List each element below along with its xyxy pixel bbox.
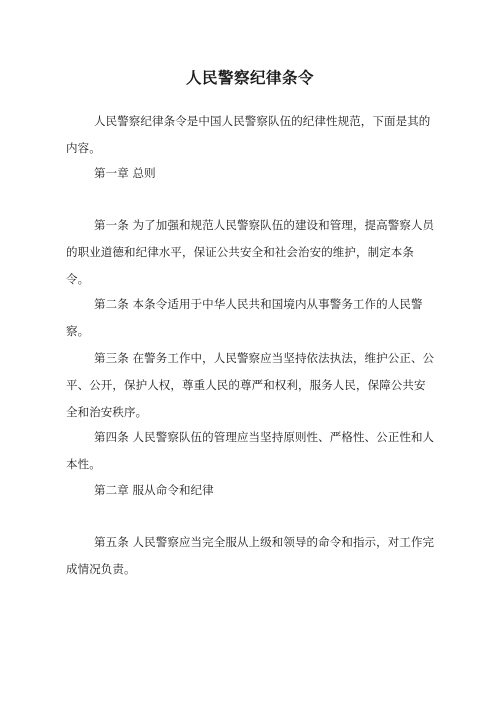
- chapter-heading: 第一章 总则: [94, 166, 156, 180]
- article-paragraph: 第一条 为了加强和规范人民警察队伍的建设和管理，提高警察人员的职业道德和纪律水平，保证公共安全和社会治安的维护，制定本条令。: [66, 218, 435, 286]
- article-paragraph: 第四条 人民警察队伍的管理应当坚持原则性、严格性、公正性和人本性。: [66, 430, 435, 471]
- document-title: 人民警察纪律条令: [185, 69, 314, 87]
- chapter-heading: 第二章 服从命令和纪律: [94, 483, 214, 497]
- article-paragraph: 第五条 人民警察应当完全服从上级和领导的命令和指示，对工作完成情况负责。: [66, 535, 435, 576]
- article-paragraph: 第二条 本条令适用于中华人民共和国境内从事警务工作的人民警察。: [66, 297, 423, 338]
- intro-paragraph: 人民警察纪律条令是中国人民警察队伍的纪律性规范，下面是其的内容。: [66, 114, 431, 155]
- article-paragraph: 第三条 在警务工作中，人民警察应当坚持依法执法，维护公正、公平、公开，保护人权，尊重人民的尊严和权利，服务人民，保障公共安全和治安秩序。: [66, 351, 435, 419]
